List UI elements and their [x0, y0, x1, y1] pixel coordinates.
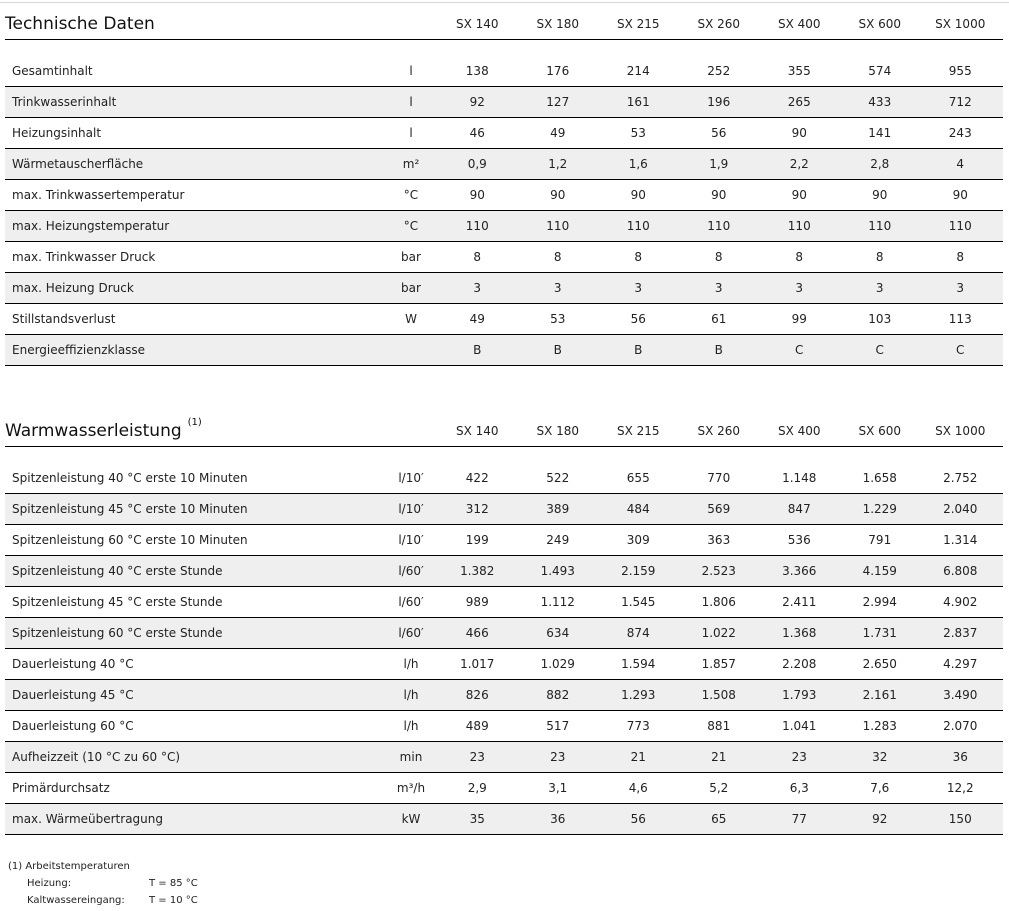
row-label: max. Heizungstemperatur — [12, 219, 170, 233]
row-unit: l — [409, 64, 413, 78]
row-label: max. Trinkwassertemperatur — [12, 188, 185, 202]
table-cell: 36 — [550, 812, 566, 826]
footnote-value: T = 85 °C — [149, 878, 198, 889]
hot-water-body — [5, 463, 1003, 835]
table-cell: 312 — [465, 502, 489, 516]
table-cell: 770 — [707, 471, 731, 485]
table-cell: 3 — [634, 281, 643, 295]
row-label: Spitzenleistung 45 °C erste Stunde — [12, 595, 223, 609]
hot-water-table — [5, 415, 1003, 835]
row-label: Trinkwasserinhalt — [12, 95, 117, 109]
table-cell: 4.159 — [862, 564, 897, 578]
table-cell: 46 — [469, 126, 485, 140]
table-cell: 0,9 — [467, 157, 487, 171]
row-label: Spitzenleistung 40 °C erste 10 Minuten — [12, 471, 248, 485]
table-cell: 4.297 — [943, 657, 978, 671]
row-unit: l/10′ — [398, 471, 424, 485]
table-cell: 2.040 — [943, 502, 978, 516]
table-cell: B — [473, 343, 482, 357]
table-cell: 484 — [626, 502, 650, 516]
table-cell: 355 — [787, 64, 811, 78]
table-cell: 92 — [872, 812, 888, 826]
table-row — [5, 149, 1003, 180]
table-cell: 21 — [711, 750, 727, 764]
table-cell: 92 — [469, 95, 485, 109]
row-unit: bar — [401, 281, 421, 295]
table-row — [5, 587, 1003, 618]
table-cell: 2.411 — [782, 595, 817, 609]
table-row — [5, 711, 1003, 742]
table-cell: 110 — [868, 219, 892, 233]
table-cell: 21 — [630, 750, 646, 764]
table-cell: 23 — [469, 750, 485, 764]
table-cell: 53 — [550, 312, 566, 326]
table-cell: 4,6 — [628, 781, 648, 795]
table-row — [5, 649, 1003, 680]
table-cell: C — [875, 343, 884, 357]
row-unit: l/h — [403, 688, 419, 702]
technical-data-table — [5, 8, 1003, 366]
table-cell: 2.523 — [701, 564, 736, 578]
technical-data-title: Technische Daten — [5, 13, 155, 34]
row-label: Spitzenleistung 60 °C erste Stunde — [12, 626, 223, 640]
table-cell: 56 — [711, 126, 727, 140]
row-label: Spitzenleistung 40 °C erste Stunde — [12, 564, 223, 578]
table-cell: 77 — [791, 812, 807, 826]
table-cell: 3 — [473, 281, 482, 295]
table-cell: 65 — [711, 812, 727, 826]
row-unit: l/60′ — [398, 626, 424, 640]
table-cell: 1,2 — [548, 157, 568, 171]
table-cell: 2.994 — [862, 595, 897, 609]
row-label: Dauerleistung 40 °C — [12, 657, 134, 671]
row-unit: kW — [401, 812, 421, 826]
table-cell: 1.041 — [782, 719, 817, 733]
column-header: SX 400 — [777, 16, 821, 31]
table-cell: 309 — [626, 533, 650, 547]
column-header: SX 260 — [697, 423, 741, 438]
table-cell: 2,8 — [870, 157, 890, 171]
table-cell: 243 — [948, 126, 972, 140]
table-row — [5, 556, 1003, 587]
table-cell: 90 — [791, 126, 807, 140]
table-cell: 1.731 — [862, 626, 897, 640]
table-cell: 90 — [630, 188, 646, 202]
table-cell: 90 — [711, 188, 727, 202]
table-cell: 3.366 — [782, 564, 817, 578]
table-cell: B — [714, 343, 723, 357]
table-cell: 1.545 — [621, 595, 656, 609]
footnote-key: Heizung: — [27, 878, 72, 889]
table-row — [5, 242, 1003, 273]
table-cell: 3 — [795, 281, 804, 295]
table-row — [5, 804, 1003, 835]
row-unit: W — [405, 312, 417, 326]
table-cell: 3 — [553, 281, 562, 295]
column-header: SX 180 — [536, 423, 580, 438]
row-unit: l/h — [403, 719, 419, 733]
table-cell: 517 — [546, 719, 570, 733]
table-cell: 56 — [630, 312, 646, 326]
row-unit: min — [399, 750, 423, 764]
column-header: SX 140 — [455, 16, 499, 31]
column-header: SX 215 — [616, 16, 660, 31]
table-cell: 8 — [875, 250, 884, 264]
technical-data-header — [5, 8, 1003, 40]
table-cell: 113 — [948, 312, 972, 326]
table-row — [5, 304, 1003, 335]
table-cell: 12,2 — [946, 781, 974, 795]
footnote-value: T = 10 °C — [149, 895, 198, 906]
row-label: Stillstandsverlust — [12, 312, 116, 326]
table-cell: 3.490 — [943, 688, 978, 702]
table-row — [5, 742, 1003, 773]
table-cell: 110 — [787, 219, 811, 233]
table-cell: 1.017 — [460, 657, 495, 671]
table-cell: 536 — [787, 533, 811, 547]
row-label: Spitzenleistung 45 °C erste 10 Minuten — [12, 502, 248, 516]
table-cell: 6,3 — [789, 781, 809, 795]
table-cell: 634 — [546, 626, 570, 640]
table-cell: 199 — [465, 533, 489, 547]
row-label: Primärdurchsatz — [12, 781, 110, 795]
table-cell: 1.857 — [701, 657, 736, 671]
table-cell: 1.658 — [862, 471, 897, 485]
column-header: SX 1000 — [935, 423, 986, 438]
table-cell: 2.837 — [943, 626, 978, 640]
table-row — [5, 273, 1003, 304]
table-cell: 23 — [791, 750, 807, 764]
table-cell: 4 — [956, 157, 965, 171]
row-label: Heizungsinhalt — [12, 126, 102, 140]
table-cell: 1.229 — [862, 502, 897, 516]
table-cell: 791 — [868, 533, 892, 547]
table-cell: 110 — [465, 219, 489, 233]
table-cell: C — [956, 343, 965, 357]
row-unit: l/60′ — [398, 595, 424, 609]
table-row — [5, 56, 1003, 87]
table-cell: 150 — [948, 812, 972, 826]
table-cell: 1.283 — [862, 719, 897, 733]
row-unit: l — [409, 126, 413, 140]
table-cell: 1,6 — [628, 157, 648, 171]
table-cell: 422 — [465, 471, 489, 485]
table-cell: 1.293 — [621, 688, 656, 702]
table-cell: 90 — [469, 188, 485, 202]
table-row — [5, 494, 1003, 525]
table-cell: 36 — [952, 750, 968, 764]
table-cell: 2.161 — [862, 688, 897, 702]
column-header: SX 1000 — [935, 16, 986, 31]
column-header: SX 600 — [858, 423, 902, 438]
table-cell: 3 — [875, 281, 884, 295]
row-label: Energieeffizienzklasse — [12, 343, 146, 357]
table-cell: 1.029 — [540, 657, 575, 671]
column-header: SX 600 — [858, 16, 902, 31]
table-cell: 61 — [711, 312, 727, 326]
hot-water-title-text: Warmwasserleistung — [5, 420, 182, 441]
table-cell: 8 — [956, 250, 965, 264]
table-cell: 574 — [868, 64, 892, 78]
table-cell: 265 — [787, 95, 811, 109]
table-cell: 110 — [546, 219, 570, 233]
table-cell: 1.382 — [460, 564, 495, 578]
table-cell: 989 — [465, 595, 489, 609]
hot-water-title-note: (1) — [187, 416, 202, 428]
table-cell: 53 — [630, 126, 646, 140]
table-cell: 1.314 — [943, 533, 978, 547]
table-cell: 176 — [546, 64, 570, 78]
table-cell: 138 — [465, 64, 489, 78]
column-header: SX 180 — [536, 16, 580, 31]
row-label: Dauerleistung 45 °C — [12, 688, 134, 702]
table-row — [5, 525, 1003, 556]
table-cell: 2.752 — [943, 471, 978, 485]
table-cell: B — [634, 343, 643, 357]
row-label: Gesamtinhalt — [12, 64, 93, 78]
table-cell: 1.022 — [701, 626, 736, 640]
table-cell: 882 — [546, 688, 570, 702]
row-unit: °C — [403, 219, 419, 233]
table-cell: 1.368 — [782, 626, 817, 640]
table-cell: 8 — [714, 250, 723, 264]
row-unit: l/10′ — [398, 533, 424, 547]
table-cell: 49 — [469, 312, 485, 326]
row-label: Wärmetauscherfläche — [12, 157, 144, 171]
table-cell: 35 — [469, 812, 485, 826]
table-cell: 1.806 — [701, 595, 736, 609]
row-label: Dauerleistung 60 °C — [12, 719, 134, 733]
table-cell: 1.793 — [782, 688, 817, 702]
table-row — [5, 118, 1003, 149]
row-unit: m² — [402, 157, 420, 171]
footnote — [8, 858, 198, 909]
row-unit: l/10′ — [398, 502, 424, 516]
table-cell: 1.508 — [701, 688, 736, 702]
table-cell: 3 — [714, 281, 723, 295]
table-row — [5, 618, 1003, 649]
table-cell: 103 — [868, 312, 892, 326]
table-cell: 7,6 — [870, 781, 890, 795]
row-label: Aufheizzeit (10 °C zu 60 °C) — [12, 750, 181, 764]
footnote-key: Kaltwassereingang: — [27, 895, 125, 906]
table-cell: 196 — [707, 95, 731, 109]
column-header: SX 140 — [455, 423, 499, 438]
table-row — [5, 680, 1003, 711]
row-unit: bar — [401, 250, 421, 264]
table-cell: 1.493 — [540, 564, 575, 578]
table-cell: 110 — [626, 219, 650, 233]
row-unit: °C — [403, 188, 419, 202]
table-cell: 1.112 — [540, 595, 575, 609]
table-cell: 2,2 — [789, 157, 809, 171]
column-header: SX 400 — [777, 423, 821, 438]
table-cell: 8 — [473, 250, 482, 264]
table-cell: 214 — [626, 64, 650, 78]
table-cell: 110 — [948, 219, 972, 233]
table-cell: 433 — [868, 95, 892, 109]
table-cell: C — [795, 343, 804, 357]
row-label: max. Trinkwasser Druck — [12, 250, 156, 264]
row-label: Spitzenleistung 60 °C erste 10 Minuten — [12, 533, 248, 547]
table-cell: 8 — [634, 250, 643, 264]
table-cell: 8 — [553, 250, 562, 264]
table-cell: 773 — [626, 719, 650, 733]
table-cell: 389 — [546, 502, 570, 516]
table-row — [5, 335, 1003, 366]
row-unit: l/h — [403, 657, 419, 671]
hot-water-header — [5, 415, 1003, 447]
table-cell: 90 — [791, 188, 807, 202]
table-cell: 2.159 — [621, 564, 656, 578]
top-divider — [0, 2, 1009, 3]
table-cell: 2.070 — [943, 719, 978, 733]
table-row — [5, 463, 1003, 494]
table-cell: 1.594 — [621, 657, 656, 671]
table-cell: 1.148 — [782, 471, 817, 485]
column-header: SX 215 — [616, 423, 660, 438]
table-cell: 2,9 — [467, 781, 487, 795]
table-cell: 161 — [626, 95, 650, 109]
table-cell: 955 — [948, 64, 972, 78]
row-unit: m³/h — [396, 781, 426, 795]
table-cell: 141 — [868, 126, 892, 140]
row-label: max. Wärmeübertragung — [12, 812, 163, 826]
table-cell: 881 — [707, 719, 731, 733]
hot-water-title — [5, 416, 385, 441]
table-cell: 3,1 — [548, 781, 568, 795]
table-cell: 712 — [948, 95, 972, 109]
table-cell: 252 — [707, 64, 731, 78]
table-cell: 847 — [787, 502, 811, 516]
table-cell: 56 — [630, 812, 646, 826]
footnote-title: (1) Arbeitstemperaturen — [8, 861, 130, 872]
table-row — [5, 87, 1003, 118]
table-cell: 826 — [465, 688, 489, 702]
row-label: max. Heizung Druck — [12, 281, 134, 295]
table-cell: 110 — [707, 219, 731, 233]
table-cell: 874 — [626, 626, 650, 640]
table-cell: 23 — [550, 750, 566, 764]
footnote-line — [8, 875, 198, 892]
table-cell: 249 — [546, 533, 570, 547]
row-unit: l — [409, 95, 413, 109]
table-cell: 569 — [707, 502, 731, 516]
table-row — [5, 211, 1003, 242]
table-cell: 8 — [795, 250, 804, 264]
table-cell: 32 — [872, 750, 888, 764]
table-cell: 90 — [872, 188, 888, 202]
row-unit: l/60′ — [398, 564, 424, 578]
table-cell: 49 — [550, 126, 566, 140]
table-cell: 489 — [465, 719, 489, 733]
table-cell: 5,2 — [709, 781, 729, 795]
table-cell: 522 — [546, 471, 570, 485]
table-cell: 99 — [791, 312, 807, 326]
table-row — [5, 773, 1003, 804]
table-cell: 1,9 — [709, 157, 729, 171]
table-cell: 2.650 — [862, 657, 897, 671]
table-cell: B — [553, 343, 562, 357]
table-cell: 466 — [465, 626, 489, 640]
table-cell: 2.208 — [782, 657, 817, 671]
table-cell: 363 — [707, 533, 731, 547]
table-cell: 655 — [626, 471, 650, 485]
table-cell: 127 — [546, 95, 570, 109]
footnote-line — [8, 892, 198, 909]
table-cell: 90 — [952, 188, 968, 202]
table-cell: 4.902 — [943, 595, 978, 609]
table-cell: 90 — [550, 188, 566, 202]
column-header: SX 260 — [697, 16, 741, 31]
table-cell: 6.808 — [943, 564, 978, 578]
table-cell: 3 — [956, 281, 965, 295]
technical-data-body — [5, 56, 1003, 366]
table-row — [5, 180, 1003, 211]
